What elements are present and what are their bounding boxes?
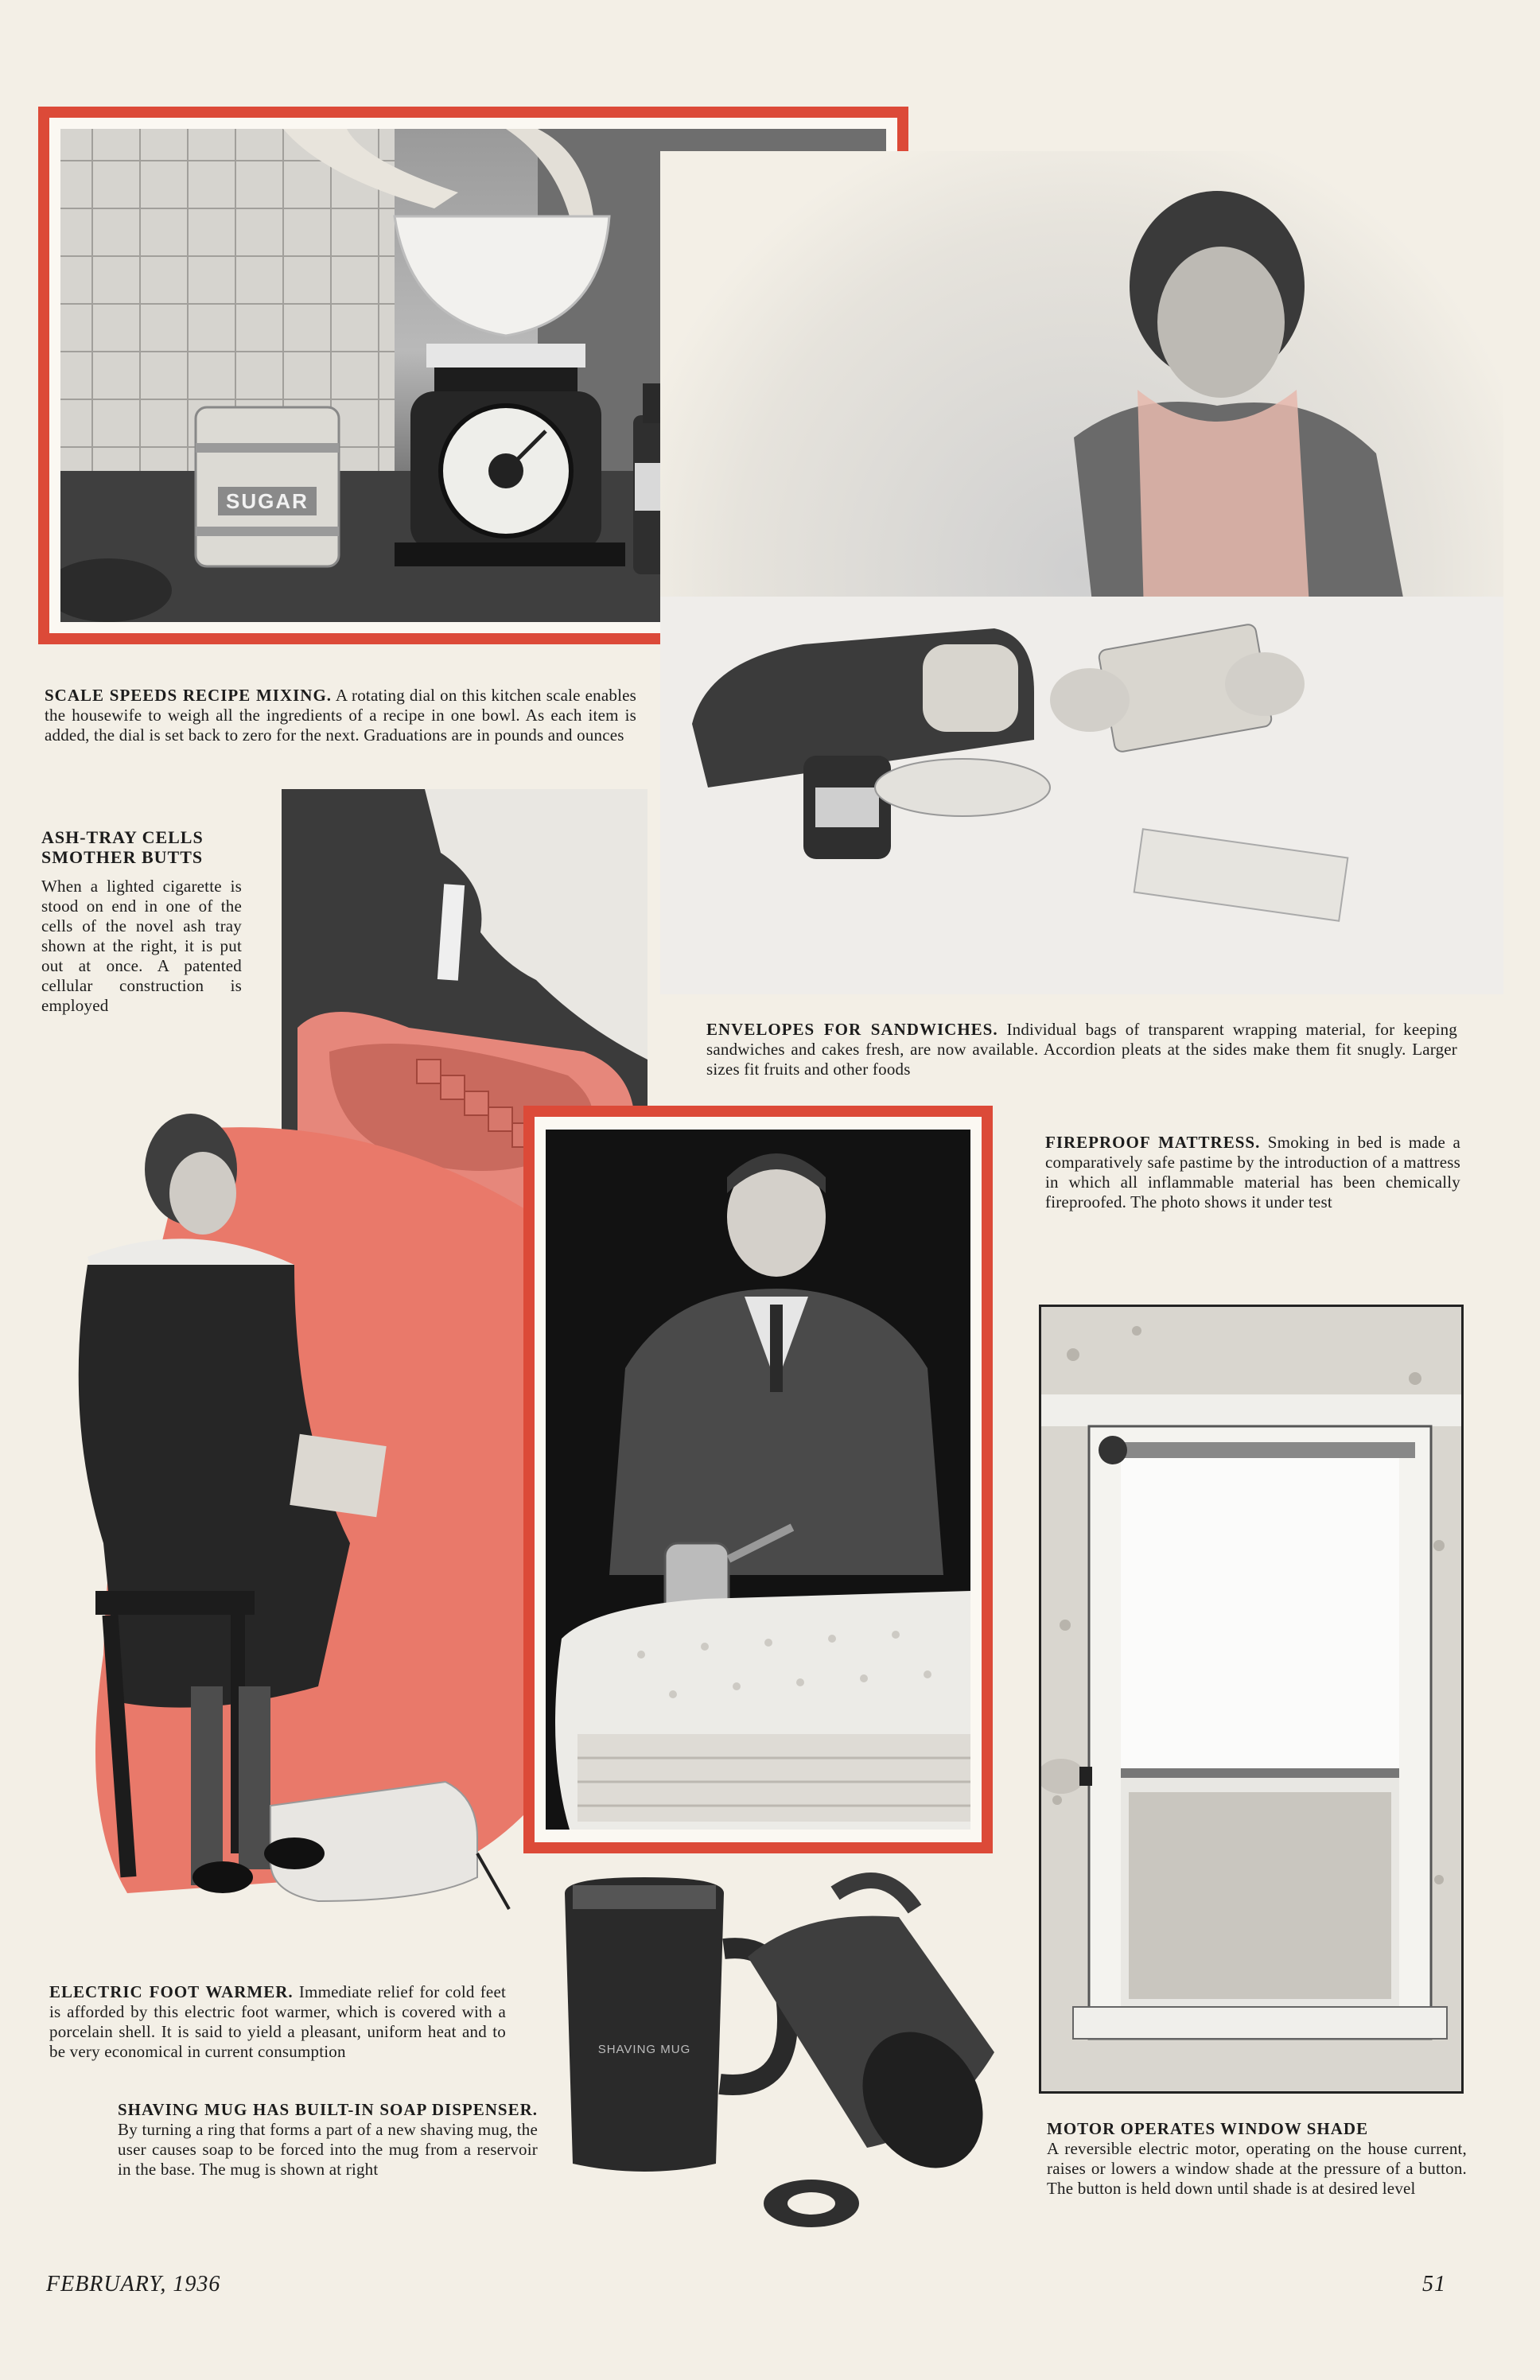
ashtray-caption: [41, 827, 242, 1016]
shade-caption-head: MOTOR OPERATES WINDOW SHADE: [1047, 2119, 1369, 2138]
shade-caption-body: A reversible electric motor, operating on the house current, raises or lowers a window shade at the pressure of a button. The button is held down until shade is at desired level: [1047, 2139, 1467, 2198]
mattress-caption-head: FIREPROOF MATTRESS.: [1045, 1133, 1261, 1152]
envelopes-caption-head: ENVELOPES FOR SANDWICHES.: [706, 1020, 998, 1039]
shaving-mug-label: SHAVING MUG: [597, 2043, 691, 2056]
shade-caption: [1047, 2119, 1467, 2199]
footwarmer-caption-body: Immediate relief for cold feet is afforded by this electric foot warmer, which is covered with a porcelain shell. It is said to yield a pleasant, uniform heat and to be very economical in current consumption: [49, 1982, 507, 2061]
scale-caption-head: SCALE SPEEDS RECIPE MIXING.: [45, 686, 332, 705]
scale-caption-body: A rotating dial on this kitchen scale enables the housewife to weigh all the ingredients of a recipe in one bowl. As each item is added, the dial is set back to zero for the next. Graduations are in pounds and ounces: [45, 686, 636, 745]
shaving-caption: [118, 2100, 538, 2180]
ashtray-caption-head-2: SMOTHER BUTTS: [41, 847, 204, 867]
footwarmer-photo: [32, 1098, 541, 1957]
ashtray-caption-body: When a lighted cigarette is stood on end in one of the cells of the novel ash tray shown at the right, it is put out at once. A patented cellular construction is employed: [41, 877, 242, 1015]
mattress-caption: [1045, 1133, 1460, 1212]
shaving-mug-photo: [549, 1861, 1026, 2235]
mattress-caption-body: Smoking in bed is made a comparatively safe pastime by the introduction of a mattress in which all inflammable material has been chemically fireproofed. The photo shows it under test: [1045, 1133, 1461, 1211]
sugar-can-label: SUGAR: [226, 489, 309, 513]
window-shade-photo: [1039, 1305, 1464, 2094]
footwarmer-caption: [49, 1982, 506, 2062]
page-number: 51: [1422, 2272, 1446, 2296]
ashtray-caption-head-1: ASH-TRAY CELLS: [41, 827, 204, 847]
scale-caption: [45, 686, 636, 745]
shaving-caption-head: SHAVING MUG HAS BUILT-IN SOAP DISPENSER.: [118, 2100, 538, 2119]
shaving-caption-body: By turning a ring that forms a part of a new shaving mug, the user causes soap to be forced into the mug from a reservoir in the base. The mug is shown at right: [118, 2120, 538, 2179]
envelopes-caption-body: Individual bags of transparent wrapping material, for keeping sandwiches and cakes fresh, are now available. Accordion pleats at the sides make them fit snugly. Larger sizes fit fruits and other foods: [706, 1020, 1458, 1079]
mattress-photo: [546, 1130, 970, 1830]
envelopes-caption: [706, 1020, 1457, 1079]
issue-date: FEBRUARY, 1936: [46, 2272, 221, 2296]
sandwich-photo: [660, 151, 1503, 994]
footwarmer-caption-head: ELECTRIC FOOT WARMER.: [49, 1982, 294, 2001]
